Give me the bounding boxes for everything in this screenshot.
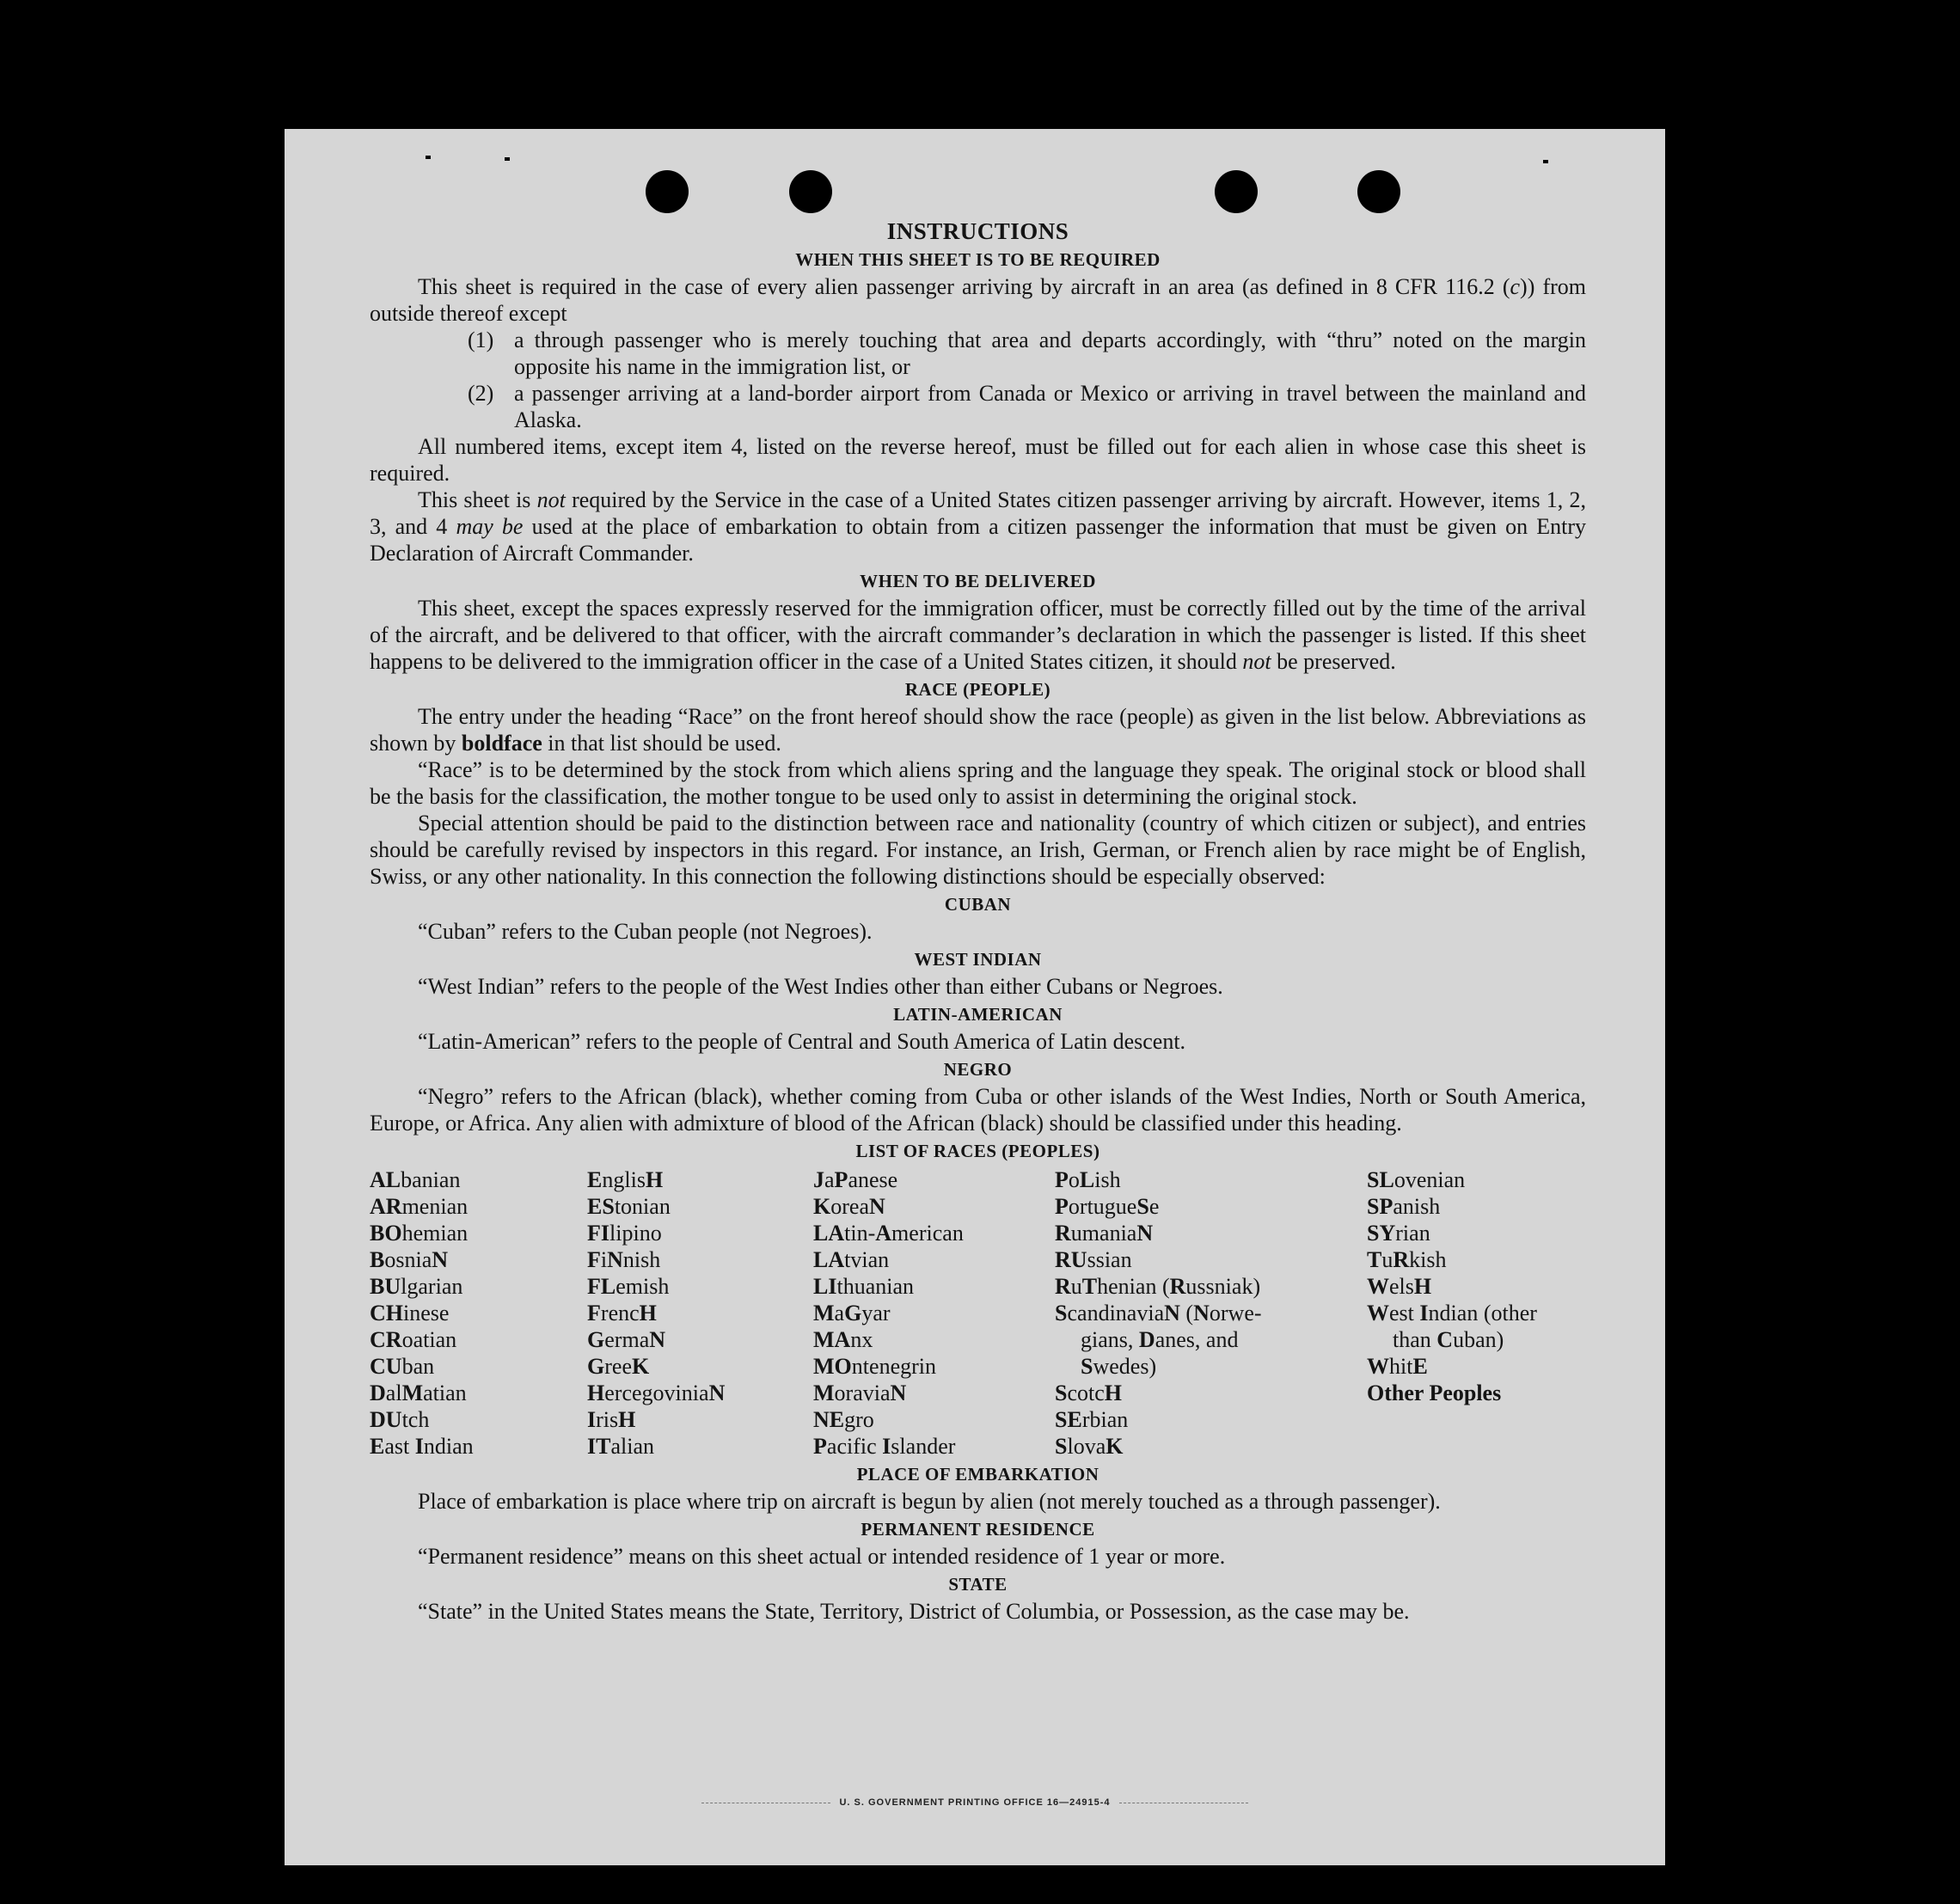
race-entry: ScandinaviaN (Norwe-	[1055, 1301, 1262, 1325]
race-entry: PoLish	[1055, 1167, 1121, 1192]
race-entry: LAtin-American	[813, 1221, 964, 1246]
race-entry: EnglisH	[587, 1167, 664, 1192]
race-entry: CRoatian	[370, 1327, 457, 1352]
item-text: a through passenger who is merely touching that area and departs accordingly, with “thru” noted on the margin opposite his name in the immigration list, or	[514, 328, 1586, 379]
race-entry: LAtvian	[813, 1247, 890, 1272]
race-entry: IrisH	[587, 1407, 636, 1432]
race-entry: MaGyar	[813, 1301, 891, 1325]
race-entry: NEgro	[813, 1407, 874, 1432]
race-entry: MoraviaN	[813, 1381, 907, 1405]
residence-paragraph: “Permanent residence” means on this sheet actual or intended residence of 1 year or more.	[418, 1544, 1226, 1569]
race-entry: BUlgarian	[370, 1274, 463, 1299]
race-paragraph-3: Special attention should be paid to the distinction between race and nationality (country of which citizen or subject), and entries should be carefully revised by inspectors in this regard. For instance, an Irish, German, or French alien by race might be of English, Swiss, or any other nationality. In this connection the following distinctions should be especially observed:	[370, 811, 1586, 889]
embarkation-paragraph: Place of embarkation is place where trip on aircraft is begun by alien (not merely touched as a through passenger).	[418, 1489, 1441, 1514]
race-entry: ALbanian	[370, 1167, 461, 1192]
page-title: INSTRUCTIONS	[886, 218, 1069, 244]
when-required-intro: This sheet is required in the case of every alien passenger arriving by aircraft in an area (as defined in 8 CFR 116.2 (c)) from outside thereof except	[370, 274, 1586, 326]
race-entry: CHinese	[370, 1301, 450, 1325]
item-number: (2)	[468, 381, 494, 406]
race-entry: Other Peoples	[1367, 1381, 1502, 1405]
race-entry: SErbian	[1055, 1407, 1129, 1432]
race-entry: SPanish	[1367, 1194, 1441, 1219]
speck-mark	[426, 156, 431, 159]
punch-hole	[1215, 170, 1258, 213]
race-entry: CUban	[370, 1354, 435, 1379]
races-list	[370, 1166, 1586, 1460]
race-entry: LIthuanian	[813, 1274, 915, 1299]
instructions-content	[370, 218, 1586, 1625]
race-entry: FLemish	[587, 1274, 670, 1299]
heading-state: STATE	[948, 1574, 1008, 1595]
west-indian-paragraph: “West Indian” refers to the people of the West Indies other than either Cubans or Negroes.	[418, 974, 1223, 999]
race-entry: MOntenegrin	[813, 1354, 937, 1379]
race-entry: SlovaK	[1055, 1434, 1124, 1459]
race-entry: DalMatian	[370, 1381, 467, 1405]
heading-race: RACE (PEOPLE)	[904, 679, 1051, 700]
race-entry: PortugueSe	[1055, 1194, 1160, 1219]
race-entry: SYrian	[1367, 1221, 1430, 1246]
race-entry: WhitE	[1367, 1354, 1428, 1379]
delivered-paragraph: This sheet, except the spaces expressly reserved for the immigration officer, must be correctly filled out by the time of the arrival of the aircraft, and be delivered to that officer, with the aircraft commander’s declaration in which the passenger is listed. If this sheet happens to be delivered to the immigration officer in the case of a United States citizen, it should not be preserved.	[370, 596, 1586, 674]
punch-hole	[789, 170, 832, 213]
race-entry: BosniaN	[370, 1247, 449, 1272]
race-entry: RumaniaN	[1055, 1221, 1154, 1246]
race-entry: East Indian	[370, 1434, 474, 1459]
heading-when-delivered: WHEN TO BE DELIVERED	[860, 571, 1096, 591]
race-entry: SLovenian	[1367, 1167, 1466, 1192]
heading-permanent-residence: PERMANENT RESIDENCE	[861, 1519, 1095, 1540]
race-entry: West Indian (other	[1367, 1301, 1537, 1325]
races-column	[1367, 1166, 1586, 1460]
latin-american-paragraph: “Latin-American” refers to the people of Central and South America of Latin descent.	[418, 1029, 1186, 1054]
exception-item-2	[370, 380, 1586, 433]
race-entry: DUtch	[370, 1407, 430, 1432]
race-entry: WelsH	[1367, 1274, 1432, 1299]
race-paragraph-1: The entry under the heading “Race” on the front hereof should show the race (people) as given in the list below. Abbreviations as shown by boldface in that list should be used.	[370, 704, 1586, 756]
heading-west-indian: WEST INDIAN	[914, 949, 1042, 970]
race-entry: RUssian	[1055, 1247, 1132, 1272]
race-entry: RuThenian (Russniak)	[1055, 1274, 1261, 1299]
race-entry: ScotcH	[1055, 1381, 1123, 1405]
citizen-paragraph: This sheet is not required by the Service in the case of a United States citizen passenger arriving by aircraft. However, items 1, 2, 3, and 4 may be used at the place of embarkation to obtain from a citizen passenger the information that must be given on Entry Declaration of Aircraft Commander.	[370, 487, 1587, 566]
race-entry-continuation: gians, Danes, and	[1081, 1327, 1239, 1352]
numbered-items-paragraph: All numbered items, except item 4, listed on the reverse hereof, must be filled out for each alien in whose case this sheet is required.	[370, 434, 1586, 486]
printer-imprint: U. S. GOVERNMENT PRINTING OFFICE 16—24915-4	[285, 1797, 1665, 1808]
punch-hole	[1357, 170, 1400, 213]
document-page	[285, 129, 1665, 1865]
speck-mark	[505, 157, 510, 161]
race-entry-continuation: Swedes)	[1081, 1354, 1157, 1379]
race-entry: ARmenian	[370, 1194, 469, 1219]
race-entry: EStonian	[587, 1194, 671, 1219]
race-entry: FiNnish	[587, 1247, 661, 1272]
cuban-paragraph: “Cuban” refers to the Cuban people (not Negroes).	[418, 919, 873, 944]
race-entry: GreeK	[587, 1354, 650, 1379]
heading-latin-american: LATIN-AMERICAN	[893, 1004, 1063, 1025]
race-entry-continuation: than Cuban)	[1393, 1327, 1504, 1352]
speck-mark	[1543, 160, 1548, 163]
heading-negro: NEGRO	[943, 1059, 1013, 1080]
race-entry: BOhemian	[370, 1221, 469, 1246]
race-entry: GermaN	[587, 1327, 666, 1352]
heading-when-required: WHEN THIS SHEET IS TO BE REQUIRED	[795, 249, 1161, 270]
race-entry: Pacific Islander	[813, 1434, 956, 1459]
race-entry: KoreaN	[813, 1194, 885, 1219]
item-text: a passenger arriving at a land-border airport from Canada or Mexico or arriving in travel between the mainland and Alaska.	[514, 381, 1586, 432]
item-number: (1)	[468, 328, 494, 352]
race-entry: HercegoviniaN	[587, 1381, 726, 1405]
races-column	[1055, 1166, 1367, 1460]
heading-cuban: CUBAN	[944, 894, 1012, 915]
race-entry: FIlipino	[587, 1221, 662, 1246]
race-entry: FrencH	[587, 1301, 657, 1325]
race-paragraph-2: “Race” is to be determined by the stock from which aliens spring and the language they speak. The original stock or blood shall be the basis for the classification, the mother tongue to be used only to assist in determining the original stock.	[370, 757, 1586, 809]
races-column	[813, 1166, 1055, 1460]
heading-embarkation: PLACE OF EMBARKATION	[856, 1464, 1099, 1485]
race-entry: ITalian	[587, 1434, 655, 1459]
race-entry: JaPanese	[813, 1167, 898, 1192]
punch-hole	[646, 170, 689, 213]
negro-paragraph: “Negro” refers to the African (black), whether coming from Cuba or other islands of the West Indies, North or South America, Europe, or Africa. Any alien with admixture of blood of the African (black) should be classified under this heading.	[370, 1084, 1586, 1136]
race-entry: MAnx	[813, 1327, 873, 1352]
races-column	[587, 1166, 813, 1460]
race-entry: TuRkish	[1367, 1247, 1447, 1272]
exception-item-1	[370, 327, 1586, 380]
state-paragraph: “State” in the United States means the State, Territory, District of Columbia, or Possession, as the case may be.	[418, 1599, 1410, 1624]
heading-list-of-races: LIST OF RACES (PEOPLES)	[855, 1141, 1100, 1161]
races-column	[370, 1166, 587, 1460]
